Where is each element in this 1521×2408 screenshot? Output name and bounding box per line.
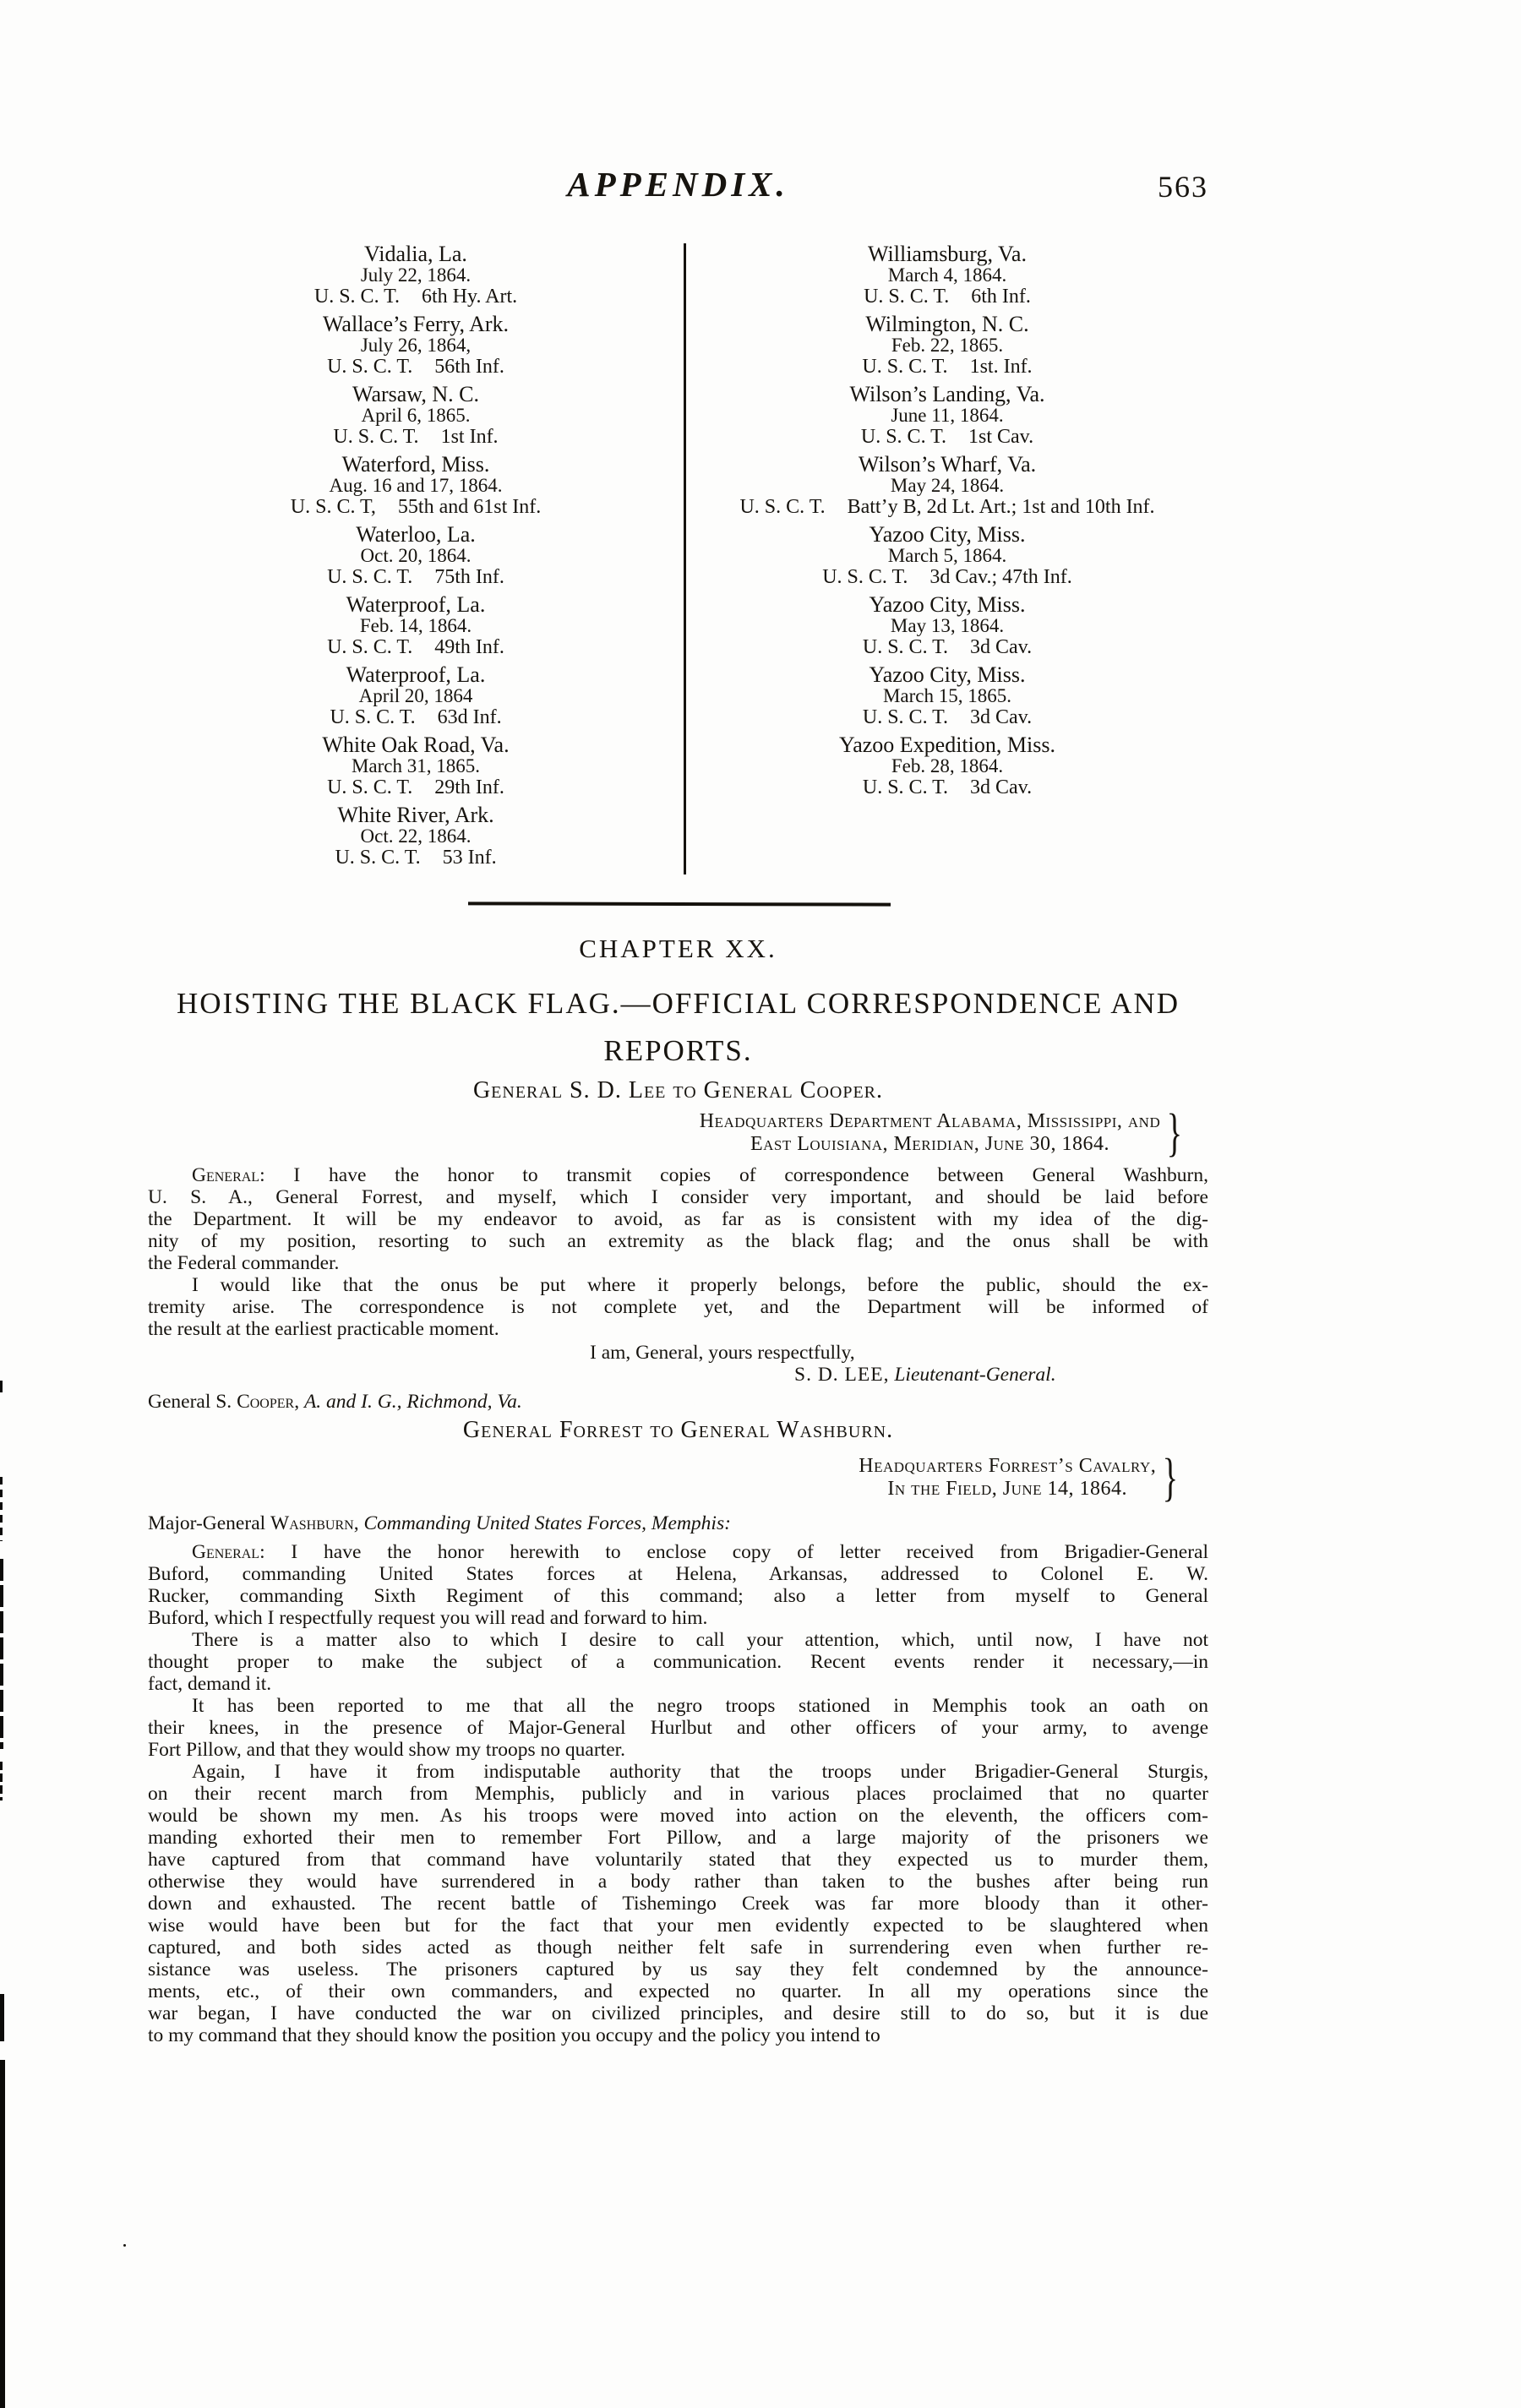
text-line: the result at the earliest practicable moment. [148, 1318, 499, 1340]
text-line: Rucker, commanding Sixth Regiment of this command; also a letter from myself to General [148, 1585, 1208, 1607]
roster-org: U. S. C. T. [862, 706, 949, 728]
roster-entry [148, 734, 684, 798]
roster-date: Feb. 14, 1864. [359, 615, 472, 636]
roster-date: Oct. 22, 1864. [360, 825, 472, 847]
paragraph [148, 1164, 1208, 1274]
roster-right-column [684, 243, 1208, 874]
roster-entry [686, 313, 1208, 378]
roster-org: U. S. C. T. [822, 566, 908, 588]
salutation: General: [192, 1541, 265, 1563]
roster-org: U. S. C. T. [860, 426, 947, 448]
roster-entry [148, 313, 684, 378]
roster-place: Waterford, Miss. [341, 452, 490, 477]
roster-entry [148, 384, 684, 448]
scan-artifact [0, 1994, 4, 2041]
roster-unit-line [148, 426, 684, 448]
roster-entry [686, 734, 1208, 798]
chapter-label: CHAPTER XX. [579, 934, 777, 963]
dateline-line: East Louisiana, Meridian, June 30, 1864. [750, 1133, 1110, 1155]
text-line: manding exhorted their men to remember Fort Pillow, and a large majority of the prisoners we [148, 1827, 1208, 1849]
addressee-name: Cooper [237, 1391, 295, 1413]
engagement-roster [148, 243, 1208, 874]
roster-date: March 4, 1864. [887, 264, 1007, 286]
text-line: war began, I have conducted the war on civilized principles, and desire still to do so, but it is due [148, 2002, 1208, 2024]
roster-date: July 26, 1864, [360, 335, 472, 356]
scan-artifact [0, 1762, 3, 1801]
roster-date: March 31, 1865. [351, 755, 481, 776]
roster-unit: 53 Inf. [442, 847, 497, 869]
roster-unit: 55th and 61st Inf. [397, 496, 542, 518]
text-line: thought proper to make the subject of a communication. Recent events render it necessary,—in [148, 1651, 1208, 1673]
text-line: Buford, which I respectfully request you will read and forward to him. [148, 1607, 708, 1629]
roster-org: U. S. C. T. [327, 636, 413, 658]
forrest-letter [148, 1418, 1208, 2046]
page-header [148, 164, 1208, 215]
roster-unit: 75th Inf. [434, 566, 504, 588]
roster-org: U. S. C. T, [290, 496, 376, 518]
roster-unit: 1st. Inf. [969, 356, 1033, 378]
roster-place: Yazoo City, Miss. [869, 592, 1026, 617]
roster-unit: 3d Cav. [970, 706, 1033, 728]
text-line: nity of my position, resorting to such an extremity as the black flag; and the onus shall be with [148, 1230, 1208, 1252]
letter-dateline [148, 1104, 1208, 1162]
roster-unit: 3d Cav. [970, 636, 1033, 658]
roster-date: Feb. 28, 1864. [891, 755, 1004, 776]
roster-org: U. S. C. T. [327, 566, 413, 588]
dateline-line: Headquarters Department Alabama, Mississippi, and [699, 1110, 1161, 1132]
roster-entry [148, 524, 684, 588]
text-line: wise would have been but for the fact that your men evidently expected to be slaughtered when [148, 1915, 1208, 1937]
letter-heading: General S. D. Lee to General Cooper. [472, 1077, 884, 1103]
roster-place: White Oak Road, Va. [322, 733, 510, 757]
scan-artifact [0, 1559, 3, 1749]
roster-entry [686, 454, 1208, 518]
paragraph [148, 1629, 1208, 1695]
roster-place: Waterproof, La. [346, 592, 486, 617]
roster-unit-line [710, 566, 1185, 588]
paragraph [148, 1761, 1208, 2046]
roster-unit-line [148, 636, 684, 658]
page-number: 563 [1158, 170, 1208, 204]
text-line: the Federal commander. [148, 1252, 340, 1274]
roster-unit-line [710, 776, 1185, 798]
chapter-heading [148, 934, 1208, 1075]
roster-date: March 5, 1864. [887, 545, 1007, 566]
text-line: their knees, in the presence of Major-General Hurlbut and other officers of your army, to avenge [148, 1717, 1208, 1739]
roster-org: U. S. C. T. [327, 776, 413, 798]
roster-place: Waterloo, La. [356, 522, 476, 547]
roster-place: Vidalia, La. [364, 242, 467, 266]
roster-entry [148, 594, 684, 658]
roster-org: U. S. C. T. [313, 286, 401, 308]
letter-addressee [148, 1391, 1208, 1413]
scan-artifact [0, 2060, 5, 2408]
roster-entry [686, 524, 1208, 588]
text-line: Again, I have it from indisputable authority that the troops under Brigadier-General Sturgis, [192, 1761, 1208, 1783]
text-line: I would like that the onus be put where it properly belongs, before the public, should the ex- [192, 1274, 1208, 1296]
addressee-role: A. and I. G., Richmond, Va. [303, 1391, 522, 1413]
addressee-prefix: General S. [148, 1391, 237, 1413]
scan-artifact [0, 1477, 3, 1541]
text-line: Fort Pillow, and that they would show my troops no quarter. [148, 1739, 626, 1761]
section-divider-rule [468, 902, 891, 906]
dateline-brace: } [1162, 1449, 1179, 1506]
roster-unit-line [148, 847, 684, 869]
scan-artifact [123, 2244, 126, 2247]
dateline-text [859, 1455, 1156, 1501]
roster-place: Wilmington, N. C. [865, 312, 1029, 336]
roster-org: U. S. C. T. [862, 636, 949, 658]
roster-org: U. S. C. T. [333, 426, 419, 448]
dateline-brace: } [1166, 1104, 1183, 1162]
roster-unit: 29th Inf. [434, 776, 504, 798]
letter-body [148, 1541, 1208, 2046]
roster-unit: Batt’y B, 2d Lt. Art.; 1st and 10th Inf. [847, 496, 1155, 518]
roster-unit-line [710, 706, 1185, 728]
letter-closing: I am, General, yours respectfully, [590, 1342, 855, 1364]
roster-unit-line [148, 566, 684, 588]
roster-unit-line [148, 706, 684, 728]
roster-org: U. S. C. T. [335, 847, 421, 869]
roster-unit-line [148, 496, 684, 518]
roster-entry [686, 243, 1208, 308]
roster-unit: 1st Inf. [440, 426, 499, 448]
roster-date: April 6, 1865. [361, 405, 471, 426]
roster-unit-line [710, 286, 1185, 308]
roster-unit-line [710, 496, 1185, 518]
letter-dateline [148, 1449, 1208, 1506]
roster-unit: 3d Cav. [970, 776, 1033, 798]
signature-title: Lieutenant-General. [894, 1364, 1056, 1386]
roster-org: U. S. C. T. [327, 356, 413, 378]
addressee-role: Commanding United States Forces, Memphis: [363, 1512, 731, 1534]
text-line: ments, etc., of their own commanders, and expected no quarter. In all my operations since the [148, 1980, 1208, 2002]
roster-unit-line [710, 426, 1185, 448]
roster-entry [148, 804, 684, 869]
text-line: Buford, commanding United States forces at Helena, Arkansas, addressed to Colonel E. W. [148, 1563, 1208, 1585]
roster-date: March 15, 1865. [882, 685, 1012, 706]
dateline-text [700, 1110, 1160, 1156]
roster-place: Wilson’s Landing, Va. [849, 382, 1045, 406]
roster-unit: 1st Cav. [968, 426, 1034, 448]
roster-entry [148, 454, 684, 518]
roster-left-column [148, 243, 684, 874]
running-head-title: APPENDIX. [567, 165, 789, 204]
roster-unit-line [710, 636, 1185, 658]
signature-name: S. D. LEE, [794, 1364, 890, 1386]
roster-unit: 6th Hy. Art. [422, 286, 518, 308]
lee-letter [148, 1078, 1208, 1413]
roster-org: U. S. C. T. [739, 496, 826, 518]
letter-addressee [148, 1512, 1208, 1534]
text-line: have captured from that command have voluntarily stated that they expected us to murder them, [148, 1849, 1208, 1871]
dateline-line: Headquarters Forrest’s Cavalry, [859, 1455, 1157, 1477]
roster-date: May 13, 1864. [890, 615, 1005, 636]
addressee-prefix: Major-General [148, 1512, 271, 1534]
text-line: the Department. It will be my endeavor to avoid, as far as is consistent with my idea of the dig- [148, 1208, 1208, 1230]
letter-signature [794, 1364, 1208, 1386]
paragraph [148, 1695, 1208, 1761]
roster-place: Wallace’s Ferry, Ark. [322, 312, 510, 336]
roster-org: U. S. C. T. [862, 776, 949, 798]
roster-date: April 20, 1864 [358, 685, 473, 706]
roster-unit: 63d Inf. [437, 706, 502, 728]
roster-date: Oct. 20, 1864. [360, 545, 472, 566]
roster-unit: 56th Inf. [434, 356, 504, 378]
roster-entry [686, 384, 1208, 448]
scan-artifact [0, 1381, 3, 1392]
text-line: U. S. A., General Forrest, and myself, which I consider very important, and should be laid before [148, 1186, 1208, 1208]
roster-unit-line [148, 286, 684, 308]
roster-entry [686, 664, 1208, 728]
roster-date: May 24, 1864. [890, 475, 1005, 496]
roster-place: White River, Ark. [337, 803, 494, 827]
roster-unit: 49th Inf. [434, 636, 504, 658]
addressee-name: Washburn [270, 1512, 354, 1534]
addressee-separator: , [294, 1391, 304, 1413]
salutation: General: [192, 1164, 265, 1186]
roster-unit: 6th Inf. [971, 286, 1031, 308]
paragraph [148, 1274, 1208, 1340]
dateline-line: In the Field, June 14, 1864. [887, 1478, 1128, 1500]
chapter-title-line: HOISTING THE BLACK FLAG.—OFFICIAL CORRESPONDENCE AND [176, 987, 1180, 1020]
chapter-title-line: REPORTS. [603, 1034, 753, 1067]
roster-place: Yazoo Expedition, Miss. [839, 733, 1055, 757]
roster-entry [148, 664, 684, 728]
text-line: tremity arise. The correspondence is not complete yet, and the Department will be informed of [148, 1296, 1208, 1318]
roster-place: Waterproof, La. [346, 662, 486, 687]
text-line: It has been reported to me that all the negro troops stationed in Memphis took an oath on [192, 1695, 1208, 1717]
text-line: General: I have the honor herewith to enclose copy of letter received from Brigadier-General [192, 1541, 1208, 1563]
text-line: otherwise they would have surrendered in a body rather than taken to the bushes after being run [148, 1871, 1208, 1893]
text-line: General: I have the honor to transmit copies of correspondence between General Washburn, [192, 1164, 1208, 1186]
roster-place: Warsaw, N. C. [352, 382, 480, 406]
letter-heading: General Forrest to General Washburn. [462, 1417, 894, 1443]
paragraph [148, 1541, 1208, 1629]
roster-place: Williamsburg, Va. [868, 242, 1027, 266]
text-line: fact, demand it. [148, 1673, 272, 1695]
roster-place: Yazoo City, Miss. [869, 522, 1026, 547]
roster-unit-line [710, 356, 1185, 378]
text-line: captured, and both sides acted as though neither felt safe in surrendering even when further re- [148, 1937, 1208, 1959]
text-line: sistance was useless. The prisoners captured by us say they felt condemned by the announce- [148, 1959, 1208, 1980]
text-line: on their recent march from Memphis, publicly and in various places proclaimed that no quarter [148, 1783, 1208, 1805]
roster-org: U. S. C. T. [862, 356, 948, 378]
roster-unit: 3d Cav.; 47th Inf. [930, 566, 1072, 588]
text-line: There is a matter also to which I desire to call your attention, which, until now, I have not [192, 1629, 1208, 1651]
roster-date: June 11, 1864. [891, 405, 1004, 426]
roster-place: Yazoo City, Miss. [869, 662, 1026, 687]
roster-date: Aug. 16 and 17, 1864. [329, 475, 503, 496]
roster-date: Feb. 22, 1865. [891, 335, 1004, 356]
text-line: would be shown my men. As his troops were moved into action on the eleventh, the officers com- [148, 1805, 1208, 1827]
roster-entry [686, 594, 1208, 658]
text-line: down and exhausted. The recent battle of Tishemingo Creek was far more bloody than it other- [148, 1893, 1208, 1915]
roster-place: Wilson’s Wharf, Va. [858, 452, 1037, 477]
roster-org: U. S. C. T. [864, 286, 950, 308]
roster-unit-line [148, 776, 684, 798]
roster-date: July 22, 1864. [360, 264, 472, 286]
roster-unit-line [148, 356, 684, 378]
roster-org: U. S. C. T. [330, 706, 416, 728]
chapter-title [148, 980, 1208, 1075]
addressee-separator: , [353, 1512, 364, 1534]
text-line: to my command that they should know the position you occupy and the policy you intend to [148, 2024, 880, 2046]
letter-body [148, 1164, 1208, 1340]
roster-entry [148, 243, 684, 308]
